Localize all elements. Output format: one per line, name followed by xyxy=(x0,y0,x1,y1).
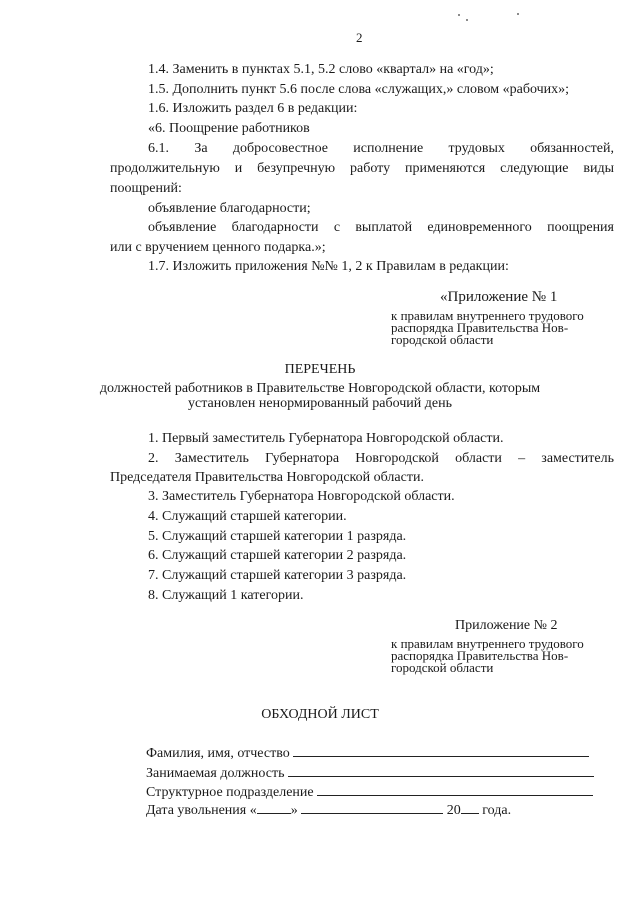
appendix-2-line1: к правилам внутреннего трудового xyxy=(391,636,584,651)
award-1: объявление благодарности; xyxy=(148,201,311,216)
name-blank-line[interactable] xyxy=(293,744,589,757)
date-end: года. xyxy=(482,803,512,818)
list-item-3: 3. Заместитель Губернатора Новгородской области. xyxy=(148,489,455,504)
form-row-name xyxy=(146,744,589,762)
page-number: 2 xyxy=(356,30,363,45)
date-quote-close: » xyxy=(290,803,298,818)
form-row-dismissal-date xyxy=(146,801,511,819)
appendix-1-line3: городской области xyxy=(391,332,494,347)
list-item-7: 7. Служащий старшей категории 3 разряда. xyxy=(148,568,407,583)
year-prefix: 20 xyxy=(446,803,461,818)
month-blank-line[interactable] xyxy=(301,801,443,814)
item-1-4: 1.4. Заменить в пунктах 5.1, 5.2 слово «квартал» на «год»; xyxy=(148,62,494,77)
list-item-2-line2: Председателя Правительства Новгородской области. xyxy=(110,470,424,485)
list-subheading-line2: установлен ненормированный рабочий день xyxy=(188,396,452,411)
list-item-4: 4. Служащий старшей категории. xyxy=(148,509,347,524)
form-title: ОБХОДНОЙ ЛИСТ xyxy=(261,707,379,722)
appendix-2-line3: городской области xyxy=(391,660,494,675)
section-6-title: «6. Поощрение работников xyxy=(148,121,310,136)
item-1-7: 1.7. Изложить приложения №№ 1, 2 к Правилам в редакции: xyxy=(148,259,509,274)
item-1-6: 1.6. Изложить раздел 6 в редакции: xyxy=(148,101,358,116)
position-label: Занимаемая должность xyxy=(146,766,285,781)
list-item-2-line1: 2. Заместитель Губернатора Новгородской области – заместитель xyxy=(148,451,614,466)
list-heading: ПЕРЕЧЕНЬ xyxy=(284,362,356,377)
list-subheading-line1: должностей работников в Правительстве Новгородской области, которым xyxy=(99,381,541,396)
list-item-6: 6. Служащий старшей категории 2 разряда. xyxy=(148,548,407,563)
scan-speck xyxy=(458,14,460,16)
award-2-line1: объявление благодарности с выплатой единовременного поощрения xyxy=(148,220,614,235)
appendix-1-title: «Приложение № 1 xyxy=(440,289,558,305)
scan-speck xyxy=(517,13,519,15)
day-blank-line[interactable] xyxy=(257,801,291,814)
department-blank-line[interactable] xyxy=(317,783,593,796)
year-blank-line[interactable] xyxy=(461,801,479,814)
form-row-position xyxy=(146,764,594,782)
name-label: Фамилия, имя, отчество xyxy=(146,746,290,761)
form-row-department xyxy=(146,783,593,801)
appendix-1-line2: распорядка Правительства Нов- xyxy=(391,320,569,335)
appendix-1-line1: к правилам внутреннего трудового xyxy=(391,308,584,323)
list-item-8: 8. Служащий 1 категории. xyxy=(148,588,304,603)
date-label: Дата увольнения « xyxy=(146,803,257,818)
item-6-1-line2: продолжительную и безупречную работу применяются следующие виды xyxy=(110,161,614,176)
list-item-5: 5. Служащий старшей категории 1 разряда. xyxy=(148,529,407,544)
position-blank-line[interactable] xyxy=(288,764,594,777)
appendix-2-title: Приложение № 2 xyxy=(455,618,558,633)
department-label: Структурное подразделение xyxy=(146,785,314,800)
item-6-1-line1: 6.1. За добросовестное исполнение трудовых обязанностей, xyxy=(148,141,614,156)
item-1-5: 1.5. Дополнить пункт 5.6 после слова «служащих,» словом «рабочих»; xyxy=(148,82,570,97)
list-item-1: 1. Первый заместитель Губернатора Новгородской области. xyxy=(148,431,504,446)
scan-speck xyxy=(466,19,468,21)
appendix-2-line2: распорядка Правительства Нов- xyxy=(391,648,569,663)
award-2-line2: или с вручением ценного подарка.»; xyxy=(110,240,326,255)
item-6-1-line3: поощрений: xyxy=(110,181,182,196)
